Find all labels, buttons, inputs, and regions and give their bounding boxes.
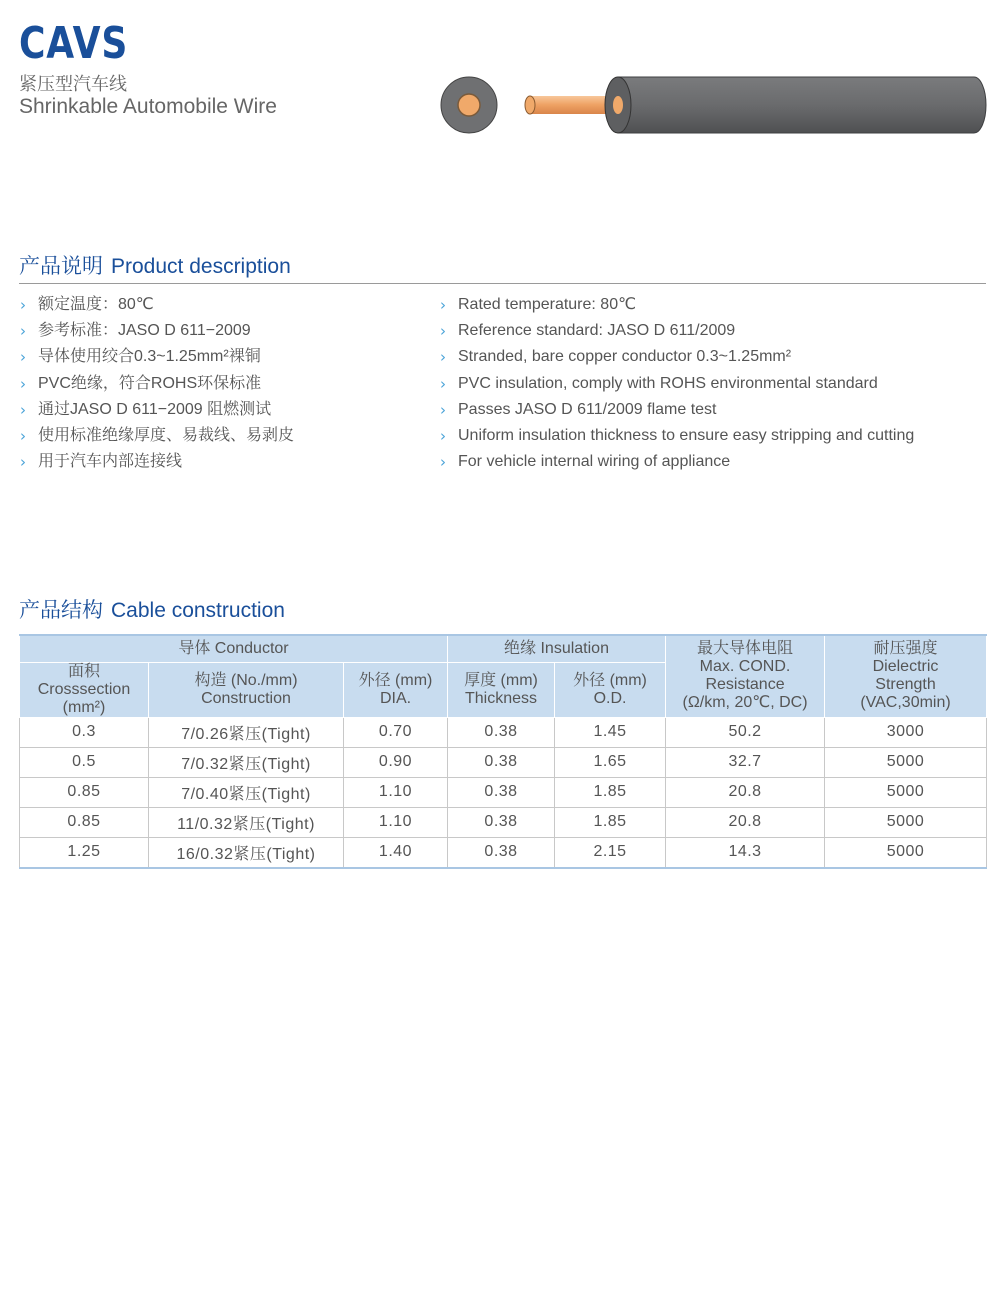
description-item-text: Rated temperature: 80℃ [458, 296, 637, 313]
table-cell: 20.8 [666, 807, 825, 837]
description-item [20, 425, 294, 451]
table-cell: 3000 [825, 717, 987, 747]
table-cell: 0.3 [20, 717, 149, 747]
table-cell: 1.10 [344, 807, 448, 837]
table-cell: 0.38 [448, 717, 555, 747]
table-cell: 0.85 [20, 807, 149, 837]
description-item-text: 使用标准绝缘厚度、易裁线、易剥皮 [38, 426, 295, 444]
header-conductor-dia-line: DIA. [379, 689, 412, 707]
header-cross-section [20, 662, 149, 717]
subtitle-en: Shrinkable Automobile Wire [19, 95, 277, 118]
description-item [20, 451, 294, 477]
header-conductor-dia-line: 外径 (mm) [358, 671, 433, 689]
description-item-text: PVC insulation, comply with ROHS environmental standard [458, 374, 878, 392]
description-item-text: 通过JASO D 611−2009 阻燃测试 [38, 400, 272, 418]
description-item-text: Reference standard: JASO D 611/2009 [458, 322, 736, 340]
header-construction [149, 662, 344, 717]
chevron-right-icon: › [20, 296, 26, 314]
description-item [20, 320, 294, 346]
description-item [440, 373, 914, 399]
table-cell: 1.10 [344, 777, 448, 807]
table-cell: 0.70 [344, 717, 448, 747]
chevron-right-icon: › [440, 426, 446, 445]
header-thickness-line: 厚度 (mm) [464, 671, 538, 689]
description-item [20, 373, 294, 399]
table-cell: 7/0.32紧压(Tight) [149, 747, 344, 777]
description-item-text: 额定温度：80℃ [38, 296, 154, 313]
cable-construction-title-cn: 产品结构 [19, 599, 103, 622]
table-cell: 0.5 [20, 747, 149, 777]
product-description-title-en: Product description [111, 255, 291, 278]
description-item-text: Uniform insulation thickness to ensure easy stripping and cutting [458, 426, 915, 444]
description-item [20, 399, 294, 425]
table-cell: 14.3 [666, 837, 825, 868]
description-item-text: 导体使用绞合0.3~1.25mm²裸铜 [38, 348, 261, 366]
header-cross-section-line: Crosssection [37, 680, 131, 698]
table-cell: 0.90 [344, 747, 448, 777]
chevron-right-icon: › [440, 374, 446, 393]
header-dielectric-line: 耐压强度 [873, 640, 938, 658]
description-item-text: Stranded, bare copper conductor 0.3~1.25mm² [458, 348, 792, 366]
table-cell: 11/0.32紧压(Tight) [149, 807, 344, 837]
header-cross-section-line: (mm²) [62, 698, 106, 716]
subtitle-cn: 紧压型汽车线 [19, 74, 127, 94]
cable-construction-title-en: Cable construction [111, 599, 285, 622]
brand-logo: CAVS [19, 18, 129, 69]
chevron-right-icon: › [440, 453, 446, 472]
description-item [440, 294, 914, 320]
table-cell: 7/0.26紧压(Tight) [149, 717, 344, 747]
table-cell: 1.25 [20, 837, 149, 868]
table-cell: 5000 [825, 807, 987, 837]
chevron-right-icon: › [20, 400, 26, 419]
chevron-right-icon: › [440, 296, 446, 314]
description-list-cn [20, 294, 294, 477]
header-thickness [448, 662, 555, 717]
table-cell: 1.45 [555, 717, 666, 747]
header-construction-line: Construction [201, 689, 291, 707]
table-cell: 32.7 [666, 747, 825, 777]
table-cell: 0.38 [448, 837, 555, 868]
chevron-right-icon: › [440, 400, 446, 419]
product-description-title [19, 254, 291, 280]
description-item [440, 425, 914, 451]
chevron-right-icon: › [440, 322, 446, 341]
table-row [20, 807, 987, 837]
header-resistance-line: (Ω/km, 20℃, DC) [682, 694, 808, 712]
table-row [20, 777, 987, 807]
table-cell: 1.85 [555, 777, 666, 807]
table-cell: 20.8 [666, 777, 825, 807]
table-row [20, 717, 987, 747]
table-cell: 16/0.32紧压(Tight) [149, 837, 344, 868]
table-cell: 1.65 [555, 747, 666, 777]
table-cell: 5000 [825, 837, 987, 868]
header-dielectric [825, 635, 987, 717]
header-cross-section-line: 面积 [67, 662, 100, 680]
table-cell: 0.38 [448, 807, 555, 837]
header-od-line: O.D. [593, 689, 627, 707]
header-resistance [666, 635, 825, 717]
description-item [440, 346, 914, 372]
header-conductor: 导体 Conductor [20, 635, 448, 662]
description-item-text: PVC绝缘，符合ROHS环保标准 [38, 374, 262, 392]
header-resistance-line: Max. COND. [699, 658, 791, 676]
product-description-title-cn: 产品说明 [19, 255, 103, 278]
cable-construction-title [19, 598, 285, 624]
chevron-right-icon: › [20, 322, 26, 341]
header-conductor-dia [344, 662, 448, 717]
chevron-right-icon: › [440, 348, 446, 367]
description-list-en [440, 294, 914, 477]
header-thickness-line: Thickness [464, 689, 538, 707]
chevron-right-icon: › [20, 453, 26, 472]
header-dielectric-line: (VAC,30min) [860, 694, 951, 712]
header-construction-line: 构造 (No./mm) [194, 671, 298, 689]
header-dielectric-line: Strength [875, 676, 936, 694]
header-resistance-line: Resistance [705, 676, 785, 694]
table-cell: 0.38 [448, 747, 555, 777]
table-row [20, 747, 987, 777]
table-cell: 0.38 [448, 777, 555, 807]
description-item-text: 用于汽车内部连接线 [38, 453, 183, 471]
table-cell: 7/0.40紧压(Tight) [149, 777, 344, 807]
description-item-text: Passes JASO D 611/2009 flame test [458, 400, 717, 418]
table-cell: 1.85 [555, 807, 666, 837]
table-cell: 1.40 [344, 837, 448, 868]
wire-side-view [525, 77, 986, 133]
description-item [440, 451, 914, 477]
header-resistance-line: 最大导体电阻 [697, 640, 794, 658]
chevron-right-icon: › [20, 426, 26, 445]
table-cell: 2.15 [555, 837, 666, 868]
wire-cross-section [441, 77, 497, 133]
chevron-right-icon: › [20, 374, 26, 393]
header-insulation: 绝缘 Insulation [448, 635, 666, 662]
description-item [440, 399, 914, 425]
construction-table [19, 634, 987, 869]
table-cell: 50.2 [666, 717, 825, 747]
table-cell: 5000 [825, 747, 987, 777]
description-item-text: 参考标准：JASO D 611−2009 [38, 322, 251, 340]
description-item-text: For vehicle internal wiring of appliance [458, 453, 731, 471]
header-od-line: 外径 (mm) [573, 671, 647, 689]
table-cell: 5000 [825, 777, 987, 807]
header-od [555, 662, 666, 717]
header-dielectric-line: Dielectric [872, 658, 939, 676]
wire-illustration [440, 72, 990, 138]
section-divider [19, 283, 986, 284]
table-row [20, 837, 987, 868]
table-cell: 0.85 [20, 777, 149, 807]
description-item [20, 346, 294, 372]
chevron-right-icon: › [20, 348, 26, 367]
description-item [440, 320, 914, 346]
description-item [20, 294, 294, 320]
